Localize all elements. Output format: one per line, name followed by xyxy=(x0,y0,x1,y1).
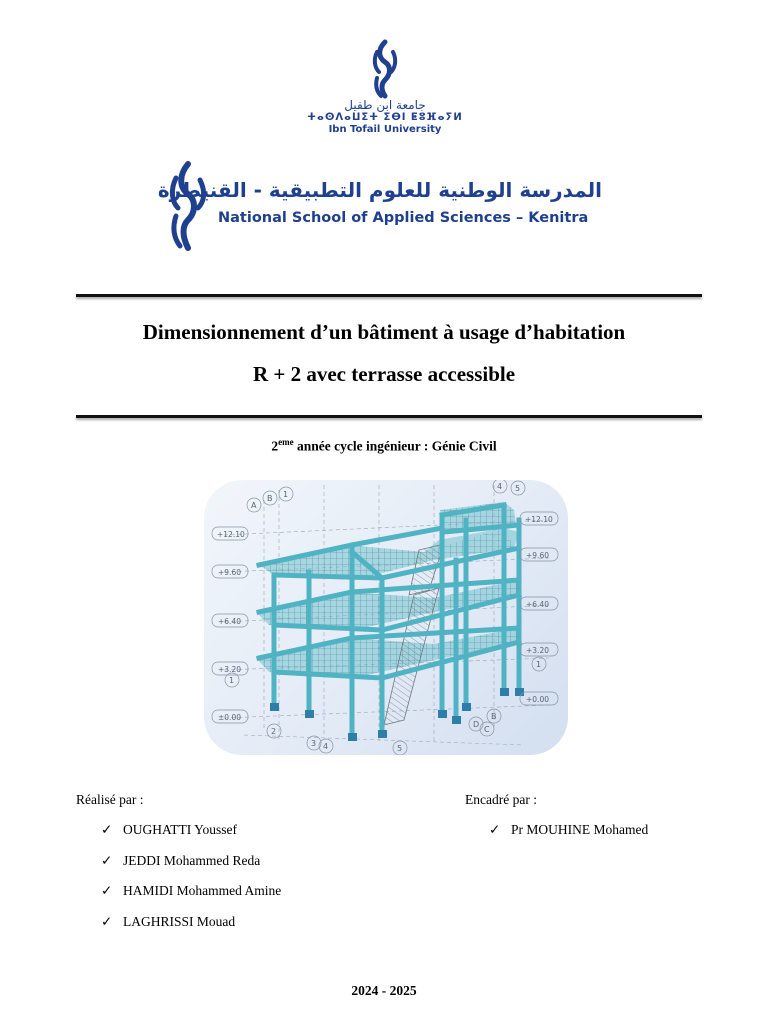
level-labels-left xyxy=(212,527,248,723)
check-icon: ✓ xyxy=(101,914,113,929)
title-bottom-rule xyxy=(76,415,702,418)
check-icon: ✓ xyxy=(101,822,113,837)
grid-axis-label: 5 xyxy=(397,744,403,753)
author-name: OUGHATTI Youssef xyxy=(123,822,238,837)
supervisor-name: Pr MOUHINE Mohamed xyxy=(511,822,649,837)
structure-model-drawing xyxy=(204,480,568,755)
grid-axis-label: A xyxy=(251,501,257,510)
level-label: +6.40 xyxy=(218,617,241,626)
university-emblem-icon xyxy=(355,38,415,100)
grid-axis-label: 1 xyxy=(283,490,289,499)
level-labels-right xyxy=(520,512,558,705)
author-item xyxy=(101,853,260,869)
author-name: HAMIDI Mohammed Amine xyxy=(123,883,282,898)
study-level xyxy=(0,437,768,455)
check-icon: ✓ xyxy=(489,822,501,837)
study-level-sup: eme xyxy=(278,437,294,447)
author-item xyxy=(101,822,237,838)
supervisor-item xyxy=(489,822,648,838)
grid-axis-label: C xyxy=(484,725,490,734)
level-label: +9.60 xyxy=(526,551,549,560)
document-subtitle-building: R + 2 avec terrasse accessible xyxy=(252,362,516,386)
author-name: LAGHRISSI Mouad xyxy=(123,914,236,929)
document-title: Dimensionnement d’un bâtiment à usage d’habitation xyxy=(142,320,626,344)
check-icon: ✓ xyxy=(101,883,113,898)
grid-axis-label: 1 xyxy=(536,660,542,669)
grid-axis-label: 5 xyxy=(515,484,521,493)
university-logo xyxy=(300,36,470,151)
level-label: +12.10 xyxy=(525,515,553,524)
grid-axis-label: 4 xyxy=(497,482,503,491)
author-item xyxy=(101,883,281,899)
author-name: JEDDI Mohammed Reda xyxy=(123,853,261,868)
university-english-name: Ibn Tofail University xyxy=(328,124,442,135)
university-tifinagh-name: ⵜⴰⵙⴷⴰⵡⵉⵜ ⵉⴱⵏ ⵟⵓⴼⴰⵢⵍ xyxy=(307,112,463,123)
grid-axis-label: 4 xyxy=(323,742,329,751)
level-label: +3.20 xyxy=(526,646,549,655)
level-label: +6.40 xyxy=(526,600,549,609)
study-level-number: 2 xyxy=(271,438,279,454)
check-icon: ✓ xyxy=(101,853,113,868)
grid-axis-label: B xyxy=(491,712,497,721)
grid-axis-label: 2 xyxy=(271,727,277,736)
study-level-text: année cycle ingénieur : Génie Civil xyxy=(293,438,497,454)
school-emblem-icon xyxy=(160,160,212,252)
school-logo xyxy=(157,160,610,255)
supervisor-label: Encadré par : xyxy=(465,792,537,807)
level-label: +9.60 xyxy=(218,568,241,577)
school-english-name: National School of Applied Sciences – Kenitra xyxy=(218,210,589,226)
grid-axis-label: 3 xyxy=(311,739,317,748)
authors-label: Réalisé par : xyxy=(76,792,144,807)
grid-axis-label: 1 xyxy=(229,676,235,685)
title-top-rule xyxy=(76,294,702,297)
level-label: +3.20 xyxy=(218,665,241,674)
grid-axis-label: B xyxy=(267,494,273,503)
level-label: ±0.00 xyxy=(218,713,241,722)
level-label: +12.10 xyxy=(217,530,245,539)
university-arabic-name: جامعة ابن طفيل xyxy=(344,98,426,112)
structure-model-image xyxy=(204,480,568,755)
grid-axis-label: D xyxy=(473,720,480,729)
school-arabic-name: المدرسة الوطنية للعلوم التطبيقية - القنيطرة xyxy=(157,178,602,202)
academic-year: 2024 - 2025 xyxy=(351,983,417,998)
level-label: +0.00 xyxy=(526,695,549,704)
author-item xyxy=(101,914,235,930)
